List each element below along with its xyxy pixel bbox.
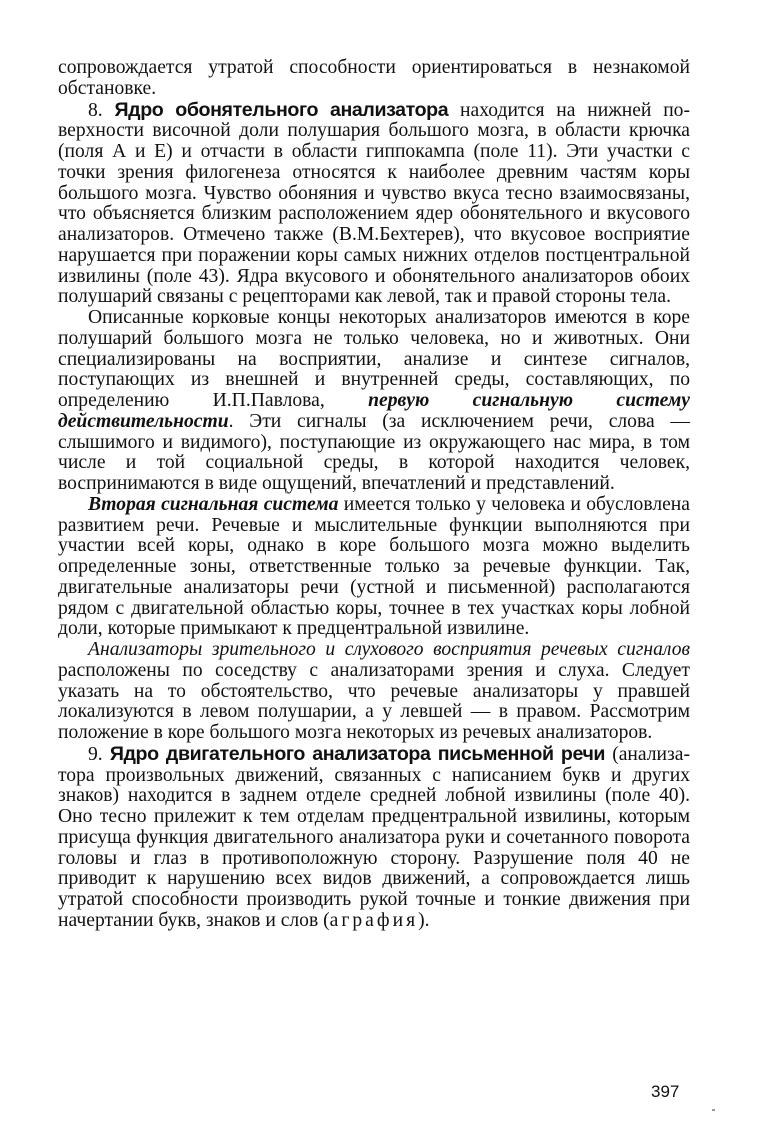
paragraph-first-signal-system — [58, 308, 690, 495]
term-first-signal-system: первую сигнальную систему действительности — [58, 390, 690, 432]
book-page-text — [58, 58, 690, 932]
paragraph-text: расположены по соседству с анализаторами зрения и слуха. Следует указать на то обстоятельство, что речевые анализаторы у правшей локализуются в левом полушарии, а у левшей — в правом. Рассмотрим положение в коре большого мозга некоторых из речевых анализаторов. — [58, 659, 690, 743]
paragraph-text: сопровождается утратой способности ориентироваться в незнакомой обстановке. — [58, 57, 690, 99]
page-number: 397 — [651, 1082, 680, 1101]
term-speech-analyzers: Анализаторы зрительного и слухового восприятия речевых сигналов — [88, 639, 690, 660]
item-number: 8. — [88, 99, 115, 121]
scan-speck — [712, 1109, 715, 1111]
paragraph-text: находится на нижней поверхности височной доли полушария большого мозга, в области крючка (поля А и Е) и отчасти в области гиппокампа (поле 11). Эти участки с точки зрения филогенеза относятся к наиболее древним частям коры большого мозга. Чувство обоняния и чувство вкуса тесно взаимосвязаны, что объясняется близким расположением ядер обонятельного и вкусового анализаторов. Отмечено также (В.М.Бехтерев), что вкусовое восприятие нарушается при поражении коры самых нижних отделов постцентральной извилины (поле 43). Ядра вкусового и обонятельного анализаторов обоих полушарий связаны с рецепторами как левой, так и правой стороны тела. — [58, 99, 691, 308]
paragraph-written-speech-nucleus — [58, 744, 690, 932]
term-second-signal-system: Вторая сигнальная система — [88, 493, 339, 515]
term-olfactory-nucleus: Ядро обонятельного анализатора — [114, 98, 449, 121]
paragraph-second-signal-system — [58, 495, 690, 640]
paragraph-text: Описанные корковые концы некоторых анализаторов имеются в коре полушарий большого мозга не только человека, но и животных. Они специализированы на восприятии, анализе и синтезе сигналов, поступающих из внешней и внутренней среды, составляющих, по определению И.П.Павлова, — [58, 307, 690, 411]
paragraph-speech-analyzers — [58, 640, 690, 744]
term-agraphia: аграфия — [329, 909, 419, 931]
item-number: 9. — [88, 743, 110, 765]
paragraph-olfactory-nucleus — [58, 100, 690, 309]
paragraph-text: (анализатора произвольных движений, связанных с написанием букв и других знаков) находится в заднем отделе средней лобной извилины (поле 40). Оно тесно прилежит к тем отделам предцентральной извилины, которым присуща функция двигательного анализатора руки и сочетанного поворота головы и глаз в противоположную сторону. Разрушение поля 40 не приводит к нарушению всех видов движений, а сопровождается лишь утратой способности производить рукой точные и тонкие движения при начертании букв, знаков и слов ( — [58, 743, 691, 931]
paragraph-text: имеется только у человека и обусловлена развитием речи. Речевые и мыслительные функции выполняются при участии всей коры, однако в коре большого мозга можно выделить определенные зоны, ответственные только за речевые функции. Так, двигательные анализаторы речи (устной и письменной) располагаются рядом с двигательной областью коры, точнее в тех участках коры лобной доли, которые примыкают к предцентральной извилине. — [58, 493, 690, 640]
term-written-speech-nucleus: Ядро двигательного анализатора письменной речи — [109, 742, 606, 765]
paragraph-text: ). — [418, 909, 430, 931]
paragraph-continuation — [58, 58, 690, 100]
paragraph-text: . Эти сигналы (за исключением речи, слова — слышимого и видимого), поступающие из окружающего нас мира, в том числе и той социальной среды, в которой находится человек, воспринимаются в виде ощущений, впечатлений и представлений. — [58, 410, 690, 494]
